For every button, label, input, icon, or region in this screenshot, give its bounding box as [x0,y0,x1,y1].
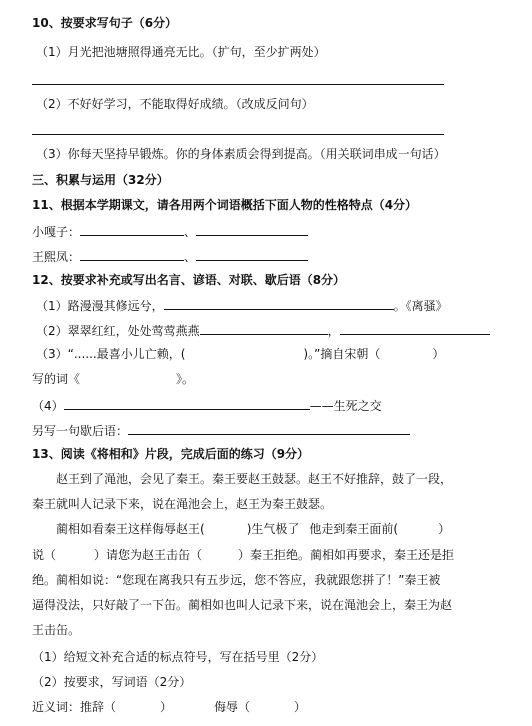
passage-text: )生气极了 [246,522,300,536]
q12-line-5-text: 另写一句歇后语： [32,424,129,438]
q11-row-xiaogazi [32,223,308,240]
passage-text: 蔺相如看秦王这样侮辱赵王( [56,522,205,536]
blank[interactable] [164,297,394,310]
q10-sentence-1: （1）月光把池塘照得通亮无比。（扩句，至少扩两处） [36,45,326,59]
passage-line: 王击缶。 [32,623,81,637]
q13-sub-1: （1）给短文补充合适的标点符号，写在括号里（2分） [32,650,324,664]
blank[interactable] [196,223,308,236]
blank[interactable] [64,397,310,410]
close-paren: ） [438,522,451,536]
blank[interactable] [128,422,410,435]
synonym-label: 侮辱（ [214,700,251,714]
label-xiaogazi: 小嘎子： [32,225,81,239]
close-paren: ） [294,700,307,714]
q12-line-3-text: （3）“......最喜小儿亡赖，( [36,347,186,361]
q11-title: 11、根据本学期课文，请各用两个词语概括下面人物的性格特点（4分） [32,198,418,212]
close-title: 》。 [176,372,195,386]
passage-line: 绝。蔺相如说：“您现在离我只有五步远，您不答应，我就跟您拼了！”秦王被 [32,573,441,587]
separator: 、 [184,225,197,239]
q12-line-3-mid: )。”摘自宋朝（ [303,347,381,361]
comma: ， [327,324,340,338]
answer-line[interactable] [32,134,444,135]
q12-line-1-text: （1）路漫漫其修远兮， [36,299,164,313]
q12-line-1-source: 。《离骚》 [393,299,448,313]
q12-line-4-text: ——生死之交 [309,399,382,413]
passage-text: 说（ [32,548,57,562]
close-paren: ） [432,347,445,361]
q12-line-5 [32,422,410,439]
passage-line: 秦王就叫人记录下来，说在渑池会上，赵王为秦王鼓瑟。 [32,497,333,511]
q12-line-3 [36,346,444,362]
blank[interactable] [196,248,308,261]
passage-text: ）秦王拒绝。蔺相如再要求，秦王还是拒 [238,548,455,562]
q12-line-1 [36,297,448,314]
synonym-label: 近义词：推辞（ [32,700,117,714]
q10-sentence-2: （2）不好好学习，不能取得好成绩。（改成反问句） [36,97,314,111]
q12-line-4 [32,397,382,414]
q12-line-3-cont-text: 写的词《 [32,372,81,386]
passage-line [56,521,450,537]
blank[interactable] [80,248,184,261]
blank[interactable] [340,322,490,335]
q10-title: 10、按要求写句子（6分） [32,16,178,30]
q12-line-3-cont [32,371,194,387]
q11-row-wangxifeng [32,248,308,265]
close-paren: ） [160,700,173,714]
blank[interactable] [80,223,184,236]
blank[interactable] [200,322,328,335]
q13-sub-2: （2）按要求，写词语（2分） [32,675,192,689]
q12-line-4-num: （4） [32,399,64,413]
passage-line: 赵王到了渑池，会见了秦王。秦王要赵王鼓瑟。赵王不好推辞，鼓了一段， [56,472,453,486]
passage-line: 逼得没法，只好敲了一下缶。蔺相如也叫人记录下来，说在渑池会上，秦王为赵 [32,598,453,612]
label-wangxifeng: 王熙凤： [32,250,81,264]
answer-line[interactable] [32,84,444,85]
separator: 、 [184,250,197,264]
passage-text: 他走到秦王面前( [309,522,399,536]
q12-title: 12、按要求补充或写出名言、谚语、对联、歇后语（8分） [32,273,346,287]
q10-sentence-3: （3）你每天坚持早锻炼。你的身体素质会得到提高。（用关联词串成一句话） [36,147,446,161]
passage-line [32,547,454,563]
q12-line-2 [36,322,490,339]
q13-title: 13、阅读《将相和》片段，完成后面的练习（9分） [32,447,310,461]
passage-text: ）请您为赵王击缶（ [94,548,203,562]
q12-line-2-text: （2）翠翠红红，处处莺莺燕燕 [36,324,200,338]
q13-synonyms [32,699,306,715]
section-3-heading: 三、积累与运用（32分） [32,173,169,187]
